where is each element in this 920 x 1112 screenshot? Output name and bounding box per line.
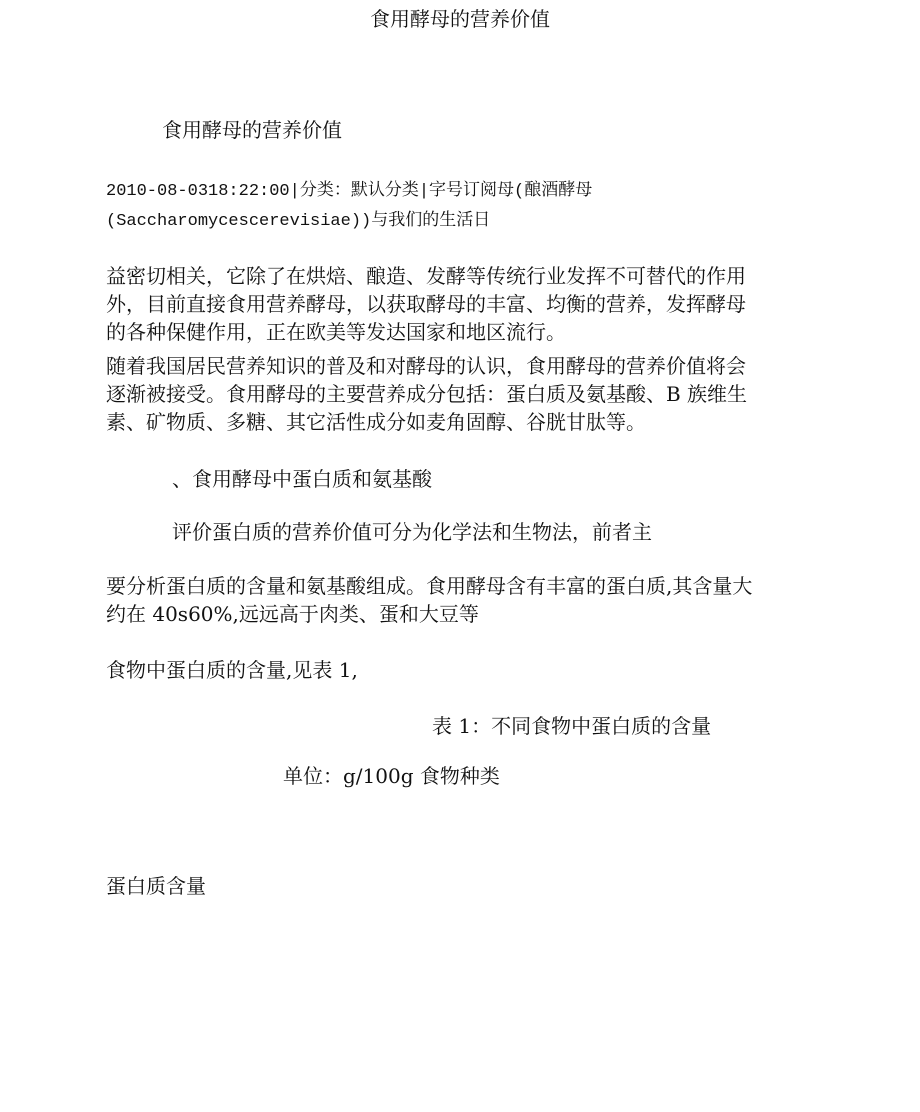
paragraph-1-line-3: 的各种保健作用，正在欧美等发达国家和地区流行。 [106, 320, 566, 344]
paragraph-2-line-1: 随着我国居民营养知识的普及和对酵母的认识，食用酵母的营养价值将会 [106, 354, 746, 378]
paragraph-1-line-2: 外，目前直接食用营养酵母，以获取酵母的丰富、均衡的营养，发挥酵母 [106, 292, 746, 316]
running-header: 食用酵母的营养价值 [370, 7, 550, 31]
paragraph-2-line-2: 逐渐被接受。食用酵母的主要营养成分包括：蛋白质及氨基酸、B 族维生 [106, 382, 748, 406]
paragraph-3-line-1: 评价蛋白质的营养价值可分为化学法和生物法，前者主 [172, 520, 652, 544]
meta-text-2: (Saccharomycescerevisiae))与我们的生活日 [106, 212, 491, 231]
section-heading: 、食用酵母中蛋白质和氨基酸 [172, 467, 432, 491]
table-unit-line: 单位：g/100g 食物种类 [283, 764, 500, 788]
paragraph-1-line-1: 益密切相关，它除了在烘焙、酿造、发酵等传统行业发挥不可替代的作用 [106, 264, 746, 288]
paragraph-4: 食物中蛋白质的含量,见表 1, [106, 658, 358, 682]
paragraph-3-line-2: 要分析蛋白质的含量和氨基酸组成。食用酵母含有丰富的蛋白质,其含量大 [106, 574, 753, 598]
table-column-label: 蛋白质含量 [106, 874, 206, 898]
paragraph-2-line-3: 素、矿物质、多糖、其它活性成分如麦角固醇、谷胱甘肽等。 [106, 410, 646, 434]
meta-line-1 [106, 174, 592, 206]
paragraph-3-line-3: 约在 40s60%,远远高于肉类、蛋和大豆等 [106, 602, 479, 626]
meta-text-1: 2010-08-0318:22:00|分类：默认分类|字号订阅母(酿酒酵母 [106, 182, 593, 201]
table-caption: 表 1：不同食物中蛋白质的含量 [432, 714, 712, 738]
meta-line-2 [106, 204, 490, 236]
article-title: 食用酵母的营养价值 [162, 118, 342, 142]
